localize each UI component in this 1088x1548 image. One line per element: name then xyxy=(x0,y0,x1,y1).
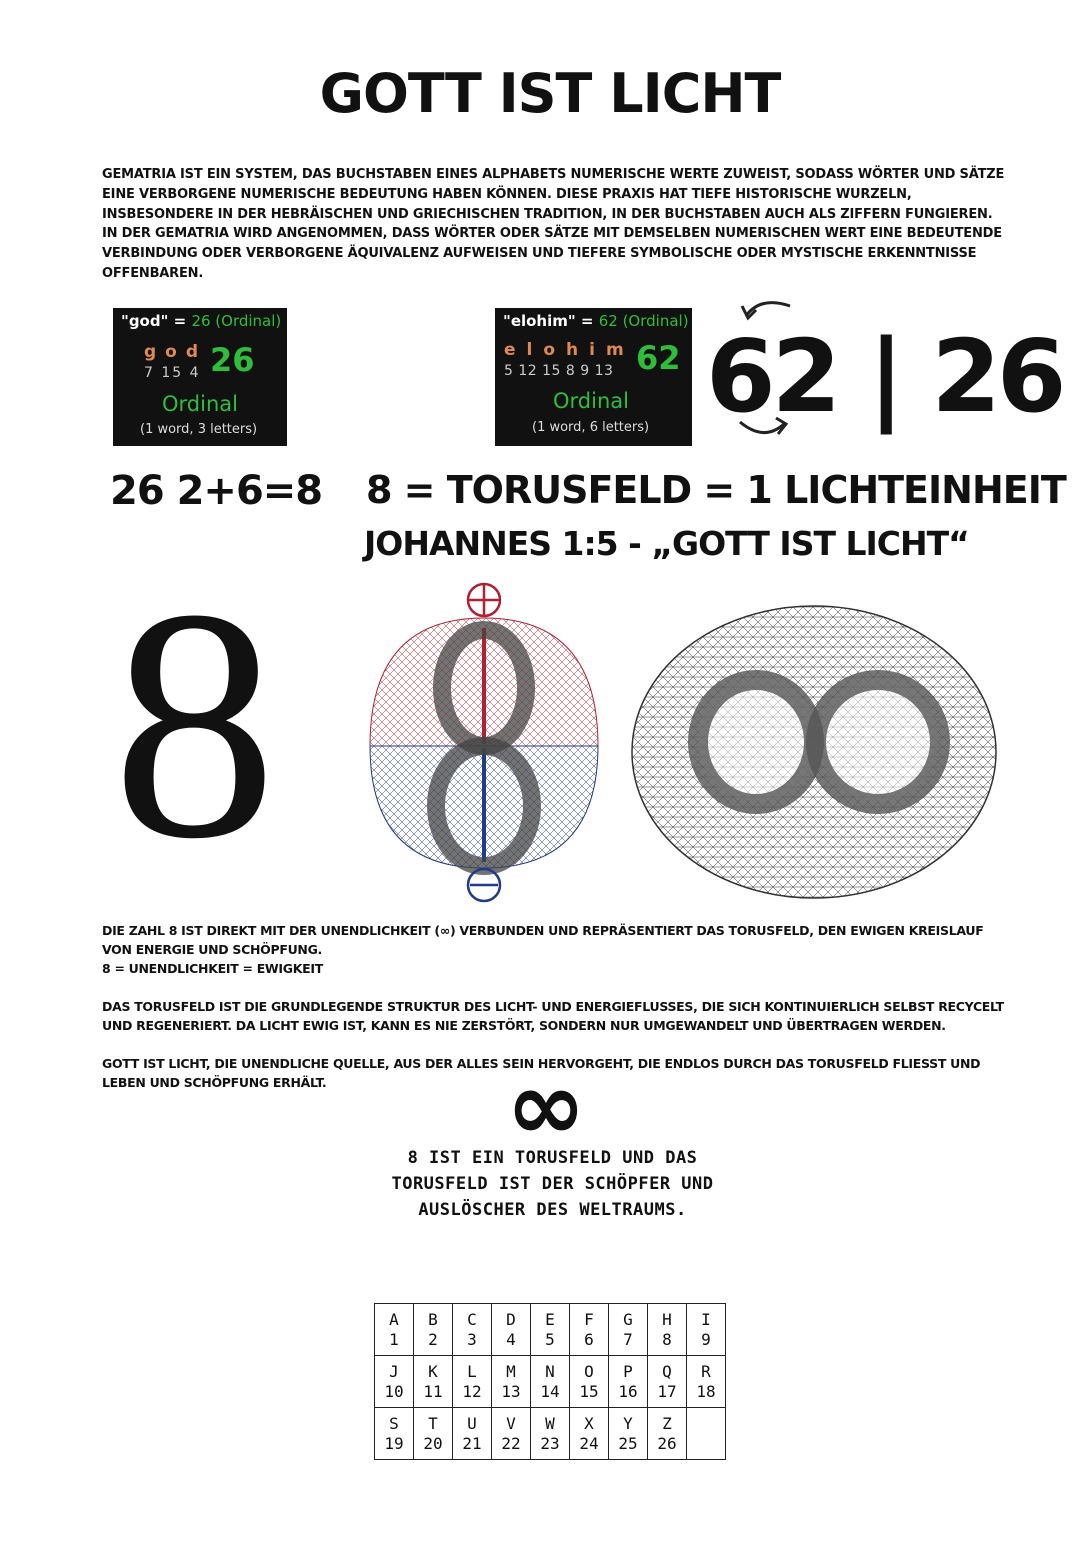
cell-value: 9 xyxy=(701,1329,711,1349)
cell-value: 19 xyxy=(384,1433,404,1453)
body-paragraph-2: DAS TORUSFELD IST DIE GRUNDLEGENDE STRUKTUR DES LICHT- UND ENERGIEFLUSSES, DIE SICH KONTINUIERLICH SELBST RECYCELT UND REGENERIERT. DA LICHT EWIG IST, KANN ES NIE ZERSTÖRT, SONDERN NUR UMGEWANDELT UND ÜBERTRAGEN WERDEN. xyxy=(102,999,1004,1033)
cell-letter: D xyxy=(506,1309,516,1329)
alphabet-cell xyxy=(570,1304,609,1356)
card-letters: god xyxy=(144,342,208,362)
cell-letter: C xyxy=(467,1309,477,1329)
cell-letter: F xyxy=(584,1309,594,1329)
cell-value: 11 xyxy=(423,1381,443,1401)
cell-letter: X xyxy=(584,1413,594,1433)
alphabet-cell xyxy=(375,1356,414,1408)
card-label: Ordinal xyxy=(553,389,629,413)
cell-value: 17 xyxy=(657,1381,677,1401)
cell-value: 24 xyxy=(579,1433,599,1453)
caption: 8 IST EIN TORUSFELD UND DAS TORUSFELD IST DER SCHÖPFER UND AUSLÖSCHER DES WELTRAUMS. xyxy=(391,1148,714,1220)
cell-value: 4 xyxy=(506,1329,516,1349)
alphabet-cell xyxy=(453,1408,492,1460)
cell-letter: L xyxy=(467,1361,477,1381)
alphabet-cell xyxy=(609,1356,648,1408)
card-header: "elohim" = 62 (Ordinal) xyxy=(503,312,689,330)
cell-letter: T xyxy=(428,1413,438,1433)
cell-letter: N xyxy=(545,1361,555,1381)
card-footer: (1 word, 3 letters) xyxy=(140,422,258,437)
gematria-card-elohim xyxy=(495,308,692,446)
cell-letter: I xyxy=(701,1309,711,1329)
cell-value: 12 xyxy=(462,1381,482,1401)
gematria-card-god xyxy=(113,308,287,446)
cell-letter: W xyxy=(545,1413,555,1433)
cell-letter: M xyxy=(506,1361,516,1381)
alphabet-cell xyxy=(609,1408,648,1460)
cell-value: 5 xyxy=(545,1329,555,1349)
cell-letter: E xyxy=(545,1309,555,1329)
alphabet-cell xyxy=(375,1408,414,1460)
alphabet-cell xyxy=(492,1356,531,1408)
cell-letter: Q xyxy=(662,1361,672,1381)
dipole-torus-figure xyxy=(366,578,606,908)
cell-letter: P xyxy=(623,1361,633,1381)
alphabet-cell xyxy=(414,1356,453,1408)
card-total: 62 xyxy=(636,339,681,377)
cell-value: 26 xyxy=(657,1433,677,1453)
alphabet-cell xyxy=(531,1356,570,1408)
card-label: Ordinal xyxy=(162,392,238,416)
cell-letter: S xyxy=(389,1413,399,1433)
big-eight: 8 xyxy=(112,542,277,907)
cell-letter: A xyxy=(389,1309,399,1329)
cell-letter: H xyxy=(662,1309,672,1329)
card-letters: elohim xyxy=(504,340,635,360)
card-letter-values: 5 12 15 8 9 13 xyxy=(504,363,614,379)
cell-letter: K xyxy=(428,1361,438,1381)
cell-letter: G xyxy=(623,1309,633,1329)
card-footer: (1 word, 6 letters) xyxy=(532,420,650,435)
alphabet-cell xyxy=(648,1408,687,1460)
cell-letter: R xyxy=(701,1361,711,1381)
page-title: GOTT IST LICHT xyxy=(319,62,781,125)
cell-value: 23 xyxy=(540,1433,560,1453)
alphabet-table xyxy=(374,1303,726,1460)
infinity-icon: ∞ xyxy=(506,1050,586,1162)
cell-value: 1 xyxy=(389,1329,399,1349)
body-paragraph-3: GOTT IST LICHT, DIE UNENDLICHE QUELLE, AUS DER ALLES SEIN HERVORGEHT, DIE ENDLOS DURCH DAS TORUSFELD FLIESST UND LEBEN UND SCHÖPFUNG ERHÄLT. xyxy=(102,1056,981,1090)
alphabet-cell xyxy=(687,1356,726,1408)
alphabet-cell xyxy=(570,1356,609,1408)
alphabet-cell xyxy=(648,1356,687,1408)
cell-value: 14 xyxy=(540,1381,560,1401)
cell-letter: V xyxy=(506,1413,516,1433)
torus-infinity-figure xyxy=(628,602,1000,902)
cell-letter: O xyxy=(584,1361,594,1381)
cell-value: 22 xyxy=(501,1433,521,1453)
alphabet-cell xyxy=(609,1304,648,1356)
alphabet-cell xyxy=(570,1408,609,1460)
alphabet-cell xyxy=(531,1408,570,1460)
intro-paragraph: GEMATRIA IST EIN SYSTEM, DAS BUCHSTABEN EINES ALPHABETS NUMERISCHE WERTE ZUWEIST, SODASS WÖRTER UND SÄTZE EINE VERBORGENE NUMERISCHE BEDEUTUNG HABEN KÖNNEN. DIESE PRAXIS HAT TIEFE HISTORISCHE WURZELN, INSBESONDERE IN DER HEBRÄISCHEN UND GRIECHISCHEN TRADITION, IN DER BUCHSTABEN AUCH ALS ZIFFERN FUNGIEREN. IN DER GEMATRIA WIRD ANGENOMMEN, DASS WÖRTER ODER SÄTZE MIT DEMSELBEN NUMERISCHEN WERT EINE BEDEUTENDE VERBINDUNG ODER VERBORGENE ÄQUIVALENZ AUFWEISEN UND TIEFERE SYMBOLISCHE ODER MYSTISCHE ERKENNTNISSE OFFENBAREN. xyxy=(102,167,1005,281)
alphabet-cell xyxy=(648,1304,687,1356)
alphabet-cell xyxy=(375,1304,414,1356)
cell-letter: Y xyxy=(623,1413,633,1433)
body-paragraph-1b: 8 = UNENDLICHKEIT = EWIGKEIT xyxy=(102,961,323,976)
cell-value: 15 xyxy=(579,1381,599,1401)
cell-value: 20 xyxy=(423,1433,443,1453)
cell-value: 10 xyxy=(384,1381,404,1401)
cell-value: 6 xyxy=(584,1329,594,1349)
cell-letter: U xyxy=(467,1413,477,1433)
cell-value: 25 xyxy=(618,1433,638,1453)
cell-value: 18 xyxy=(696,1381,716,1401)
cell-letter: B xyxy=(428,1309,438,1329)
cell-value: 3 xyxy=(467,1329,477,1349)
card-total: 26 xyxy=(210,341,255,379)
body-paragraph-1: DIE ZAHL 8 IST DIREKT MIT DER UNENDLICHKEIT (∞) VERBUNDEN UND REPRÄSENTIERT DAS TORUSFELD, DEN EWIGEN KREISLAUF VON ENERGIE UND SCHÖPFUNG. xyxy=(102,923,984,957)
cell-letter: J xyxy=(389,1361,399,1381)
alphabet-cell xyxy=(453,1304,492,1356)
cell-value: 16 xyxy=(618,1381,638,1401)
alphabet-cell xyxy=(453,1356,492,1408)
digit-sum-equation: 26 2+6=8 xyxy=(110,468,323,514)
mirror-numbers: 62 | 26 xyxy=(706,318,1063,435)
scripture-reference: JOHANNES 1:5 - „GOTT IST LICHT“ xyxy=(364,524,969,563)
cell-value: 13 xyxy=(501,1381,521,1401)
alphabet-cell xyxy=(414,1304,453,1356)
alphabet-row xyxy=(375,1408,726,1460)
alphabet-row xyxy=(375,1304,726,1356)
alphabet-cell xyxy=(687,1408,726,1460)
cell-value: 21 xyxy=(462,1433,482,1453)
card-letter-values: 7 15 4 xyxy=(144,365,201,381)
cell-value: 8 xyxy=(662,1329,672,1349)
alphabet-cell xyxy=(531,1304,570,1356)
alphabet-row xyxy=(375,1356,726,1408)
alphabet-cell xyxy=(687,1304,726,1356)
cell-letter: Z xyxy=(662,1413,672,1433)
alphabet-cell xyxy=(492,1304,531,1356)
alphabet-cell xyxy=(414,1408,453,1460)
card-header: "god" = 26 (Ordinal) xyxy=(121,312,282,330)
cell-value: 2 xyxy=(428,1329,438,1349)
alphabet-cell xyxy=(492,1408,531,1460)
torus-equation: 8 = TORUSFELD = 1 LICHTEINHEIT xyxy=(366,468,1066,512)
cell-value: 7 xyxy=(623,1329,633,1349)
